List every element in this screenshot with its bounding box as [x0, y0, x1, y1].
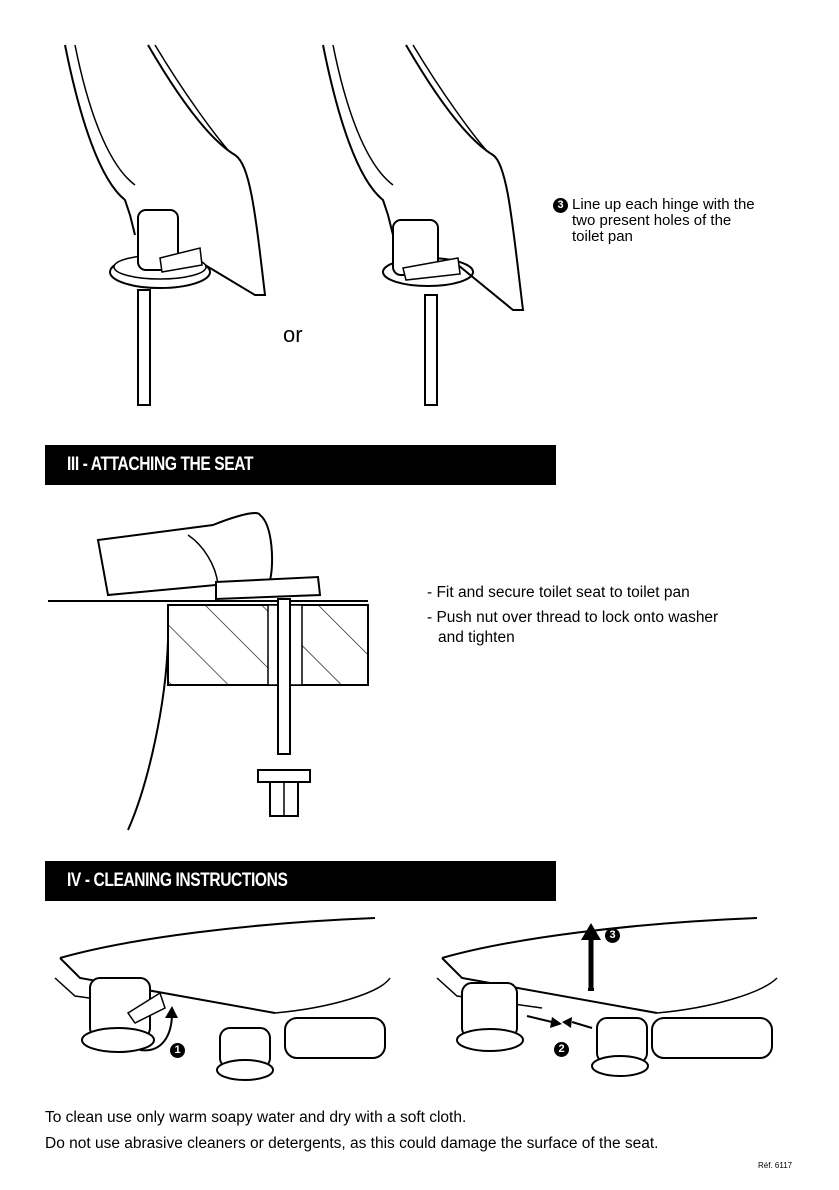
callout-2-number: 2: [554, 1042, 569, 1057]
cleaning-instructions: [45, 1105, 805, 1157]
attach-instructions: [427, 583, 787, 648]
cleaning-callout-2: [554, 1040, 573, 1058]
step3-line3: toilet pan: [572, 228, 633, 245]
cleaning-line2: Do not use abrasive cleaners or detergents, as this could damage the surface of the seat.: [45, 1135, 659, 1152]
attach-line2: - Push nut over thread to lock onto washer: [427, 609, 719, 626]
step3-line2: two present holes of the: [572, 212, 732, 229]
callout-1-number: 1: [170, 1043, 185, 1058]
step3-number: 3: [553, 198, 568, 213]
section-title: IV - CLEANING INSTRUCTIONS: [67, 870, 288, 891]
attach-line3: and tighten: [438, 629, 515, 646]
callout-3-number: 3: [605, 928, 620, 943]
step3-line1: Line up each hinge with the: [572, 196, 755, 213]
section-header-attaching: [45, 445, 556, 485]
cleaning-callout-3: [605, 926, 624, 944]
attach-line1: - Fit and secure toilet seat to toilet pan: [427, 584, 690, 601]
step3-instruction: [553, 197, 813, 245]
cleaning-callout-1: [170, 1041, 189, 1059]
hinge-illustration-left: [60, 40, 290, 410]
reference-number: Réf. 6117: [758, 1161, 793, 1170]
section-title: III - ATTACHING THE SEAT: [67, 454, 254, 475]
cleaning-illustration-left: [50, 918, 390, 1088]
or-label: or: [283, 322, 303, 347]
section-header-cleaning: [45, 861, 556, 901]
cleaning-line1: To clean use only warm soapy water and dry with a soft cloth.: [45, 1109, 467, 1126]
hinge-illustration-right: [318, 40, 548, 410]
attaching-seat-illustration: [48, 505, 378, 835]
